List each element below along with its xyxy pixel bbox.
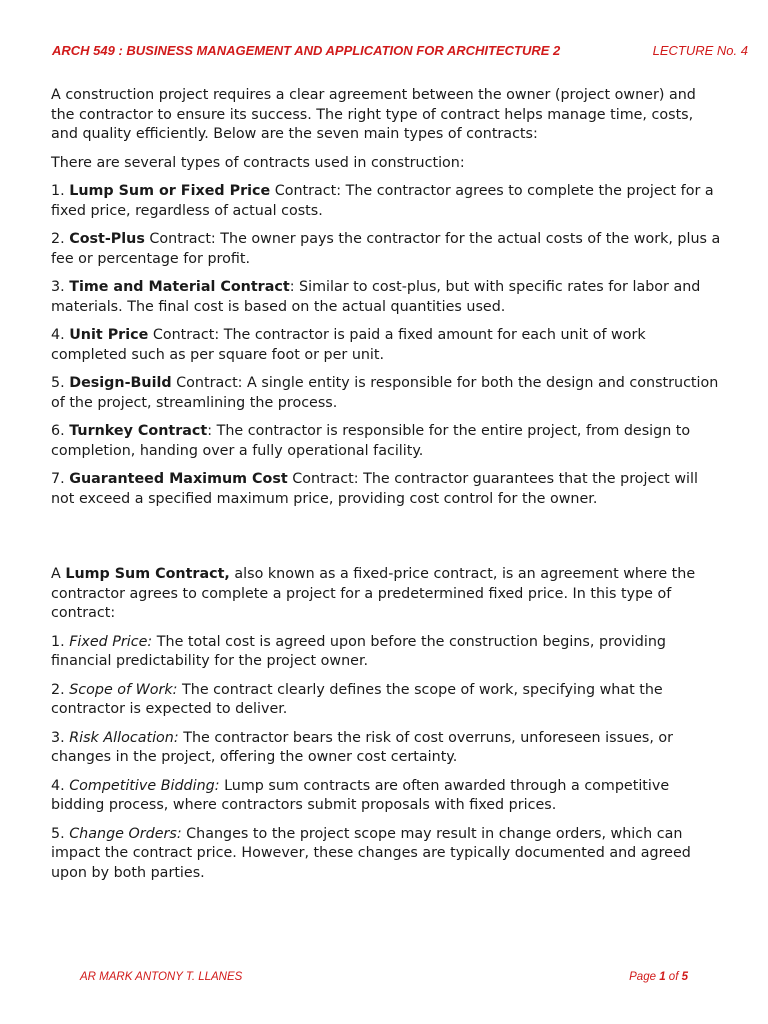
list-item: 3. Risk Allocation: The contractor bears the risk of cost overruns, unforeseen issues, or changes in the project, offering the owner cost certainty. xyxy=(51,729,674,765)
document-body xyxy=(51,86,721,892)
lump-sum-points-list xyxy=(51,633,721,884)
list-item: 6. Turnkey Contract: The contractor is responsible for the entire project, from design to completion, handing over a fully operational facility. xyxy=(51,423,691,459)
intro-paragraph: A construction project requires a clear agreement between the owner (project owner) and the contractor to ensure its success. The right type of contract helps manage time, costs, and quality efficiently. Below are the seven main types of contracts: xyxy=(51,87,696,142)
list-item: 4. Competitive Bidding: Lump sum contracts are often awarded through a competitive bidding process, where contractors submit proposals with fixed prices. xyxy=(51,777,670,813)
lecture-number: LECTURE No. 4 xyxy=(652,43,748,58)
lump-sum-paragraph: A Lump Sum Contract, also known as a fixed-price contract, is an agreement where the contractor agrees to complete a project for a predetermined fixed price. In this type of contract: xyxy=(51,566,696,621)
list-item: 3. Time and Material Contract: Similar to cost-plus, but with specific rates for labor and materials. The final cost is based on the actual quantities used. xyxy=(51,279,701,315)
course-title: ARCH 549 : BUSINESS MANAGEMENT AND APPLICATION FOR ARCHITECTURE 2 xyxy=(52,43,561,58)
list-item: 1. Fixed Price: The total cost is agreed upon before the construction begins, providing financial predictability for the project owner. xyxy=(51,633,666,669)
page-number: Page 1 of 5 xyxy=(629,971,688,983)
section-spacer xyxy=(51,518,721,565)
list-item: 2. Cost-Plus Contract: The owner pays the contractor for the actual costs of the work, plus a fee or percentage for profit. xyxy=(51,231,721,267)
list-lead: There are several types of contracts used in construction: xyxy=(51,154,465,171)
list-item: 4. Unit Price Contract: The contractor is paid a fixed amount for each unit of work completed such as per square foot or per unit. xyxy=(51,327,646,363)
page-header xyxy=(52,43,748,58)
list-item: 5. Change Orders: Changes to the project scope may result in change orders, which can impact the contract price. However, these changes are typically documented and agreed upon by both parties. xyxy=(51,825,691,881)
list-item: 7. Guaranteed Maximum Cost Contract: The contractor guarantees that the project will not exceed a specified maximum price, providing cost control for the owner. xyxy=(51,471,698,507)
author-name: AR MARK ANTONY T. LLANES xyxy=(80,971,243,983)
list-item: 2. Scope of Work: The contract clearly defines the scope of work, specifying what the contractor is expected to deliver. xyxy=(51,681,663,717)
contract-types-list xyxy=(51,182,721,509)
list-item: 1. Lump Sum or Fixed Price Contract: The contractor agrees to complete the project for a fixed price, regardless of actual costs. xyxy=(51,183,714,219)
list-item: 5. Design-Build Contract: A single entity is responsible for both the design and construction of the project, streamlining the process. xyxy=(51,375,719,411)
page-footer xyxy=(80,971,688,983)
